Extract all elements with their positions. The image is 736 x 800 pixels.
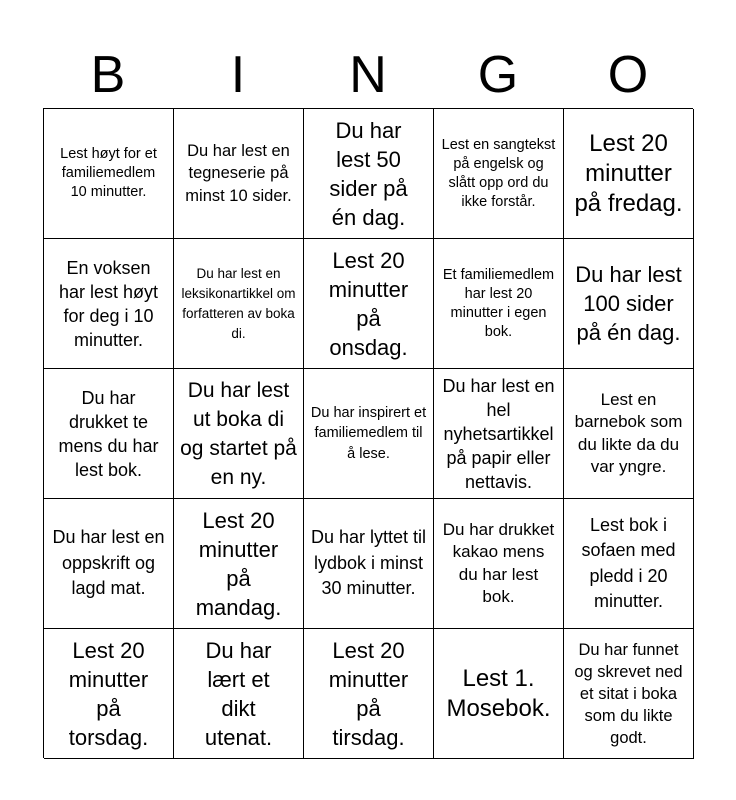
- cell-text: Lest høyt for et familiemedlem 10 minutter.: [60, 146, 157, 200]
- bingo-cell[interactable]: [44, 369, 174, 499]
- cell-text: Lest 20 minutter på torsdag.: [68, 637, 149, 750]
- bingo-cell[interactable]: [304, 499, 434, 629]
- cell-text: Lest bok i sofaen med pledd i 20 minutter.: [581, 514, 676, 611]
- bingo-header: [43, 44, 693, 106]
- cell-text: Lest en barnebok som du likte da du var yngre.: [574, 389, 683, 476]
- bingo-cell[interactable]: [564, 109, 694, 239]
- cell-text: Du har lest 50 sider på én dag.: [329, 117, 408, 230]
- bingo-cell[interactable]: [44, 239, 174, 369]
- cell-text: Du har lyttet til lydbok i minst 30 minutter.: [310, 527, 427, 599]
- bingo-cell[interactable]: [304, 239, 434, 369]
- bingo-cell[interactable]: [174, 239, 304, 369]
- header-letter-n: N: [349, 46, 387, 104]
- cell-text: Lest 20 minutter på tirsdag.: [328, 637, 409, 750]
- bingo-cell[interactable]: [44, 629, 174, 759]
- cell-text: Du har lest en tegneserie på minst 10 sider.: [185, 141, 292, 205]
- bingo-cell[interactable]: [174, 109, 304, 239]
- cell-text: Lest 20 minutter på onsdag.: [328, 247, 409, 360]
- bingo-cell[interactable]: [434, 499, 564, 629]
- bingo-cell[interactable]: [434, 629, 564, 759]
- bingo-cell[interactable]: [174, 369, 304, 499]
- cell-text: Du har lest en hel nyhetsartikkel på papir eller nettavis.: [442, 375, 555, 492]
- bingo-cell[interactable]: [564, 499, 694, 629]
- bingo-cell[interactable]: [564, 629, 694, 759]
- cell-text: Lest 1. Mosebok.: [446, 664, 551, 722]
- cell-text: Du har lest en leksikonartikkel om forfatteren av boka di.: [181, 265, 296, 341]
- bingo-cell[interactable]: [304, 629, 434, 759]
- header-letter-i: I: [230, 46, 246, 104]
- cell-text: En voksen har lest høyt for deg i 10 minutter.: [58, 257, 159, 350]
- cell-text: Du har lært et dikt utenat.: [204, 637, 273, 750]
- header-letter-b: B: [90, 46, 126, 104]
- bingo-cell[interactable]: [174, 629, 304, 759]
- cell-text: Du har lest en oppskrift og lagd mat.: [52, 527, 165, 599]
- cell-text: Du har drukket kakao mens du har lest bok.: [442, 519, 555, 606]
- bingo-cell[interactable]: [174, 499, 304, 629]
- cell-text: Du har lest 100 sider på én dag.: [575, 262, 682, 345]
- bingo-cell[interactable]: [434, 239, 564, 369]
- cell-text: Du har drukket te mens du har lest bok.: [58, 387, 159, 480]
- bingo-board: [43, 108, 693, 758]
- cell-text: Lest 20 minutter på mandag.: [195, 507, 282, 620]
- cell-text: Lest 20 minutter på fredag.: [574, 129, 683, 217]
- cell-text: Lest en sangtekst på engelsk og slått opp ord du ikke forstår.: [441, 136, 556, 210]
- cell-text: Et familiemedlem har lest 20 minutter i egen bok.: [442, 266, 555, 340]
- cell-text: Du har funnet og skrevet ned et sitat i boka som du likte godt.: [574, 640, 683, 747]
- bingo-cell[interactable]: [44, 109, 174, 239]
- bingo-cell[interactable]: [434, 369, 564, 499]
- cell-text: Du har inspirert et familiemedlem til å lese.: [310, 404, 427, 462]
- bingo-cell[interactable]: [564, 369, 694, 499]
- header-letter-g: G: [477, 46, 519, 104]
- bingo-cell[interactable]: [304, 369, 434, 499]
- bingo-cell[interactable]: [564, 239, 694, 369]
- cell-text: Du har lest ut boka di og startet på en ny.: [180, 378, 297, 489]
- bingo-cell[interactable]: [304, 109, 434, 239]
- bingo-cell[interactable]: [44, 499, 174, 629]
- bingo-cell[interactable]: [434, 109, 564, 239]
- header-letter-o: O: [607, 46, 649, 104]
